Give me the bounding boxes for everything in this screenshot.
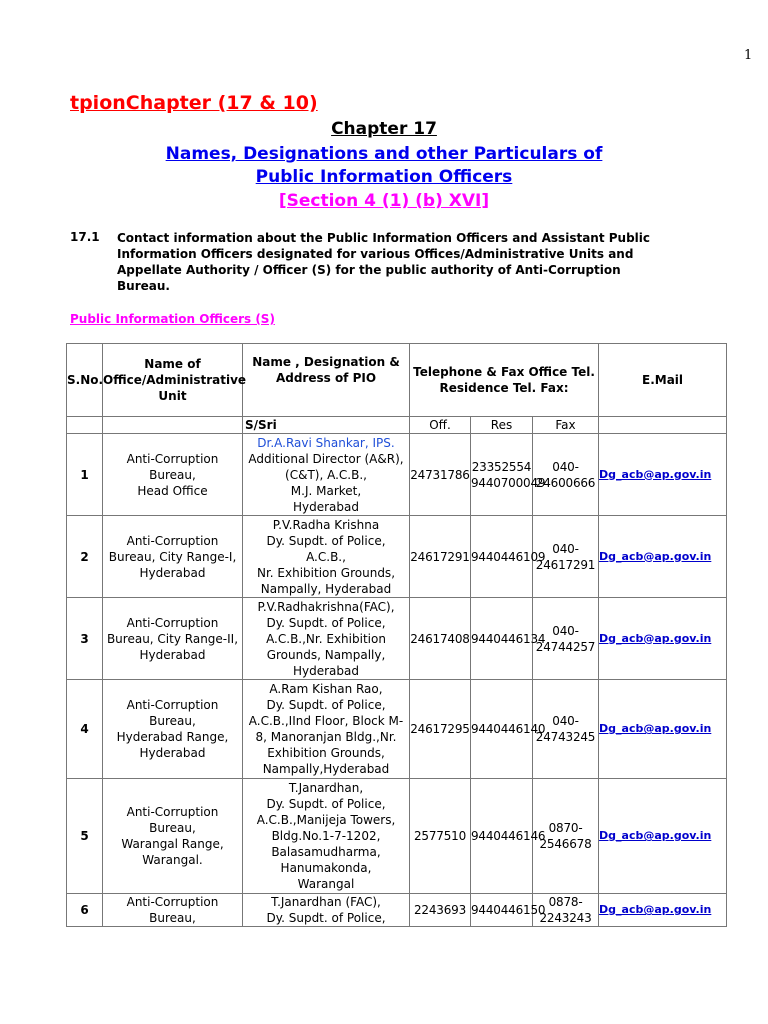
email-link[interactable]: Dg_acb@ap.gov.in: [599, 722, 712, 735]
cell-line: A.C.B.,Nr. Exhibition: [266, 631, 386, 646]
row-fax: [533, 598, 599, 680]
cell-line: Hyderabad: [139, 565, 206, 580]
row-email-cell: [599, 598, 727, 680]
row-fax: [533, 434, 599, 516]
cell-line: Hyderabad: [139, 647, 206, 662]
subheader-blank: [103, 417, 243, 434]
row-email-cell: [599, 680, 727, 779]
subheader-off: Off.: [410, 417, 471, 434]
paragraph-text: Contact information about the Public Information Officers and Assistant Public Information Officers designated for various Offices/Administrative Units and Appellate Authority / Officer (S) for the public authority of Anti-Corruption Bureau.: [117, 231, 651, 293]
cell-line: Dy. Supdt. of Police,: [266, 615, 386, 630]
cell-line: 040-: [552, 623, 579, 638]
cell-line: Bureau,: [149, 911, 196, 925]
subheader-blank: [67, 417, 103, 434]
cell-line: M.J. Market,: [290, 483, 362, 498]
row-pio: [243, 434, 410, 516]
cell-line: Dy. Supdt. of Police,: [266, 797, 386, 811]
cell-line: 24617291: [535, 557, 596, 572]
email-link[interactable]: Dg_acb@ap.gov.in: [599, 549, 712, 563]
cell-line: Warangal.: [142, 853, 203, 867]
subheader-fax: Fax: [533, 417, 599, 434]
cell-line: Head Office: [137, 483, 208, 498]
cell-line: Anti-Corruption: [126, 698, 219, 712]
row-office-phone: 24617295: [410, 680, 471, 779]
cell-line: 0878-: [548, 895, 583, 909]
cell-line: 9440446134: [471, 631, 546, 646]
email-link[interactable]: Dg_acb@ap.gov.in: [599, 631, 712, 645]
pio-section-label[interactable]: Public Information Officers (S): [70, 312, 275, 326]
cell-line: Anti-Corruption: [126, 615, 219, 630]
row-email-cell: [599, 434, 727, 516]
cell-line: Bureau,: [149, 467, 196, 482]
cell-line: Hyderabad: [293, 663, 359, 678]
row-office-phone: 2243693: [410, 894, 471, 927]
header-pio: Name , Designation & Address of PIO: [243, 344, 410, 417]
row-email-cell: [599, 779, 727, 894]
cell-line: Balasamudharma,: [271, 845, 381, 859]
cell-line: A.Ram Kishan Rao,: [269, 682, 383, 696]
cell-line: 8, Manoranjan Bldg.,Nr.: [255, 730, 397, 744]
header-sno: S.No.: [67, 344, 103, 417]
row-sno: 4: [67, 680, 103, 779]
row-sno: 6: [67, 894, 103, 927]
cell-line: A.C.B.,Manijeja Towers,: [256, 813, 396, 827]
row-fax: [533, 516, 599, 598]
cell-line: Bureau,: [149, 821, 196, 835]
cell-line: Hyderabad: [293, 499, 359, 514]
heading-line-2[interactable]: Public Information Officers: [255, 167, 513, 187]
cell-line: A.C.B.,IInd Floor, Block M-: [248, 714, 404, 728]
cell-line: (C&T), A.C.B.,: [285, 467, 367, 482]
email-link[interactable]: Dg_acb@ap.gov.in: [599, 829, 712, 842]
row-fax: [533, 894, 599, 927]
row-office-phone: 24617408: [410, 598, 471, 680]
cell-line: 9440446140: [471, 722, 546, 736]
row-residence-phone: [471, 434, 546, 516]
subheader-ssri: S/Sri: [243, 417, 410, 434]
cell-line: Nampally, Hyderabad: [260, 581, 392, 596]
cell-line: Grounds, Nampally,: [266, 647, 386, 662]
cell-line: Dy. Supdt. of Police,: [266, 911, 386, 925]
table-row: [67, 516, 727, 598]
cell-line: 23352554: [471, 459, 532, 474]
cell-line: Hanumakonda,: [280, 861, 372, 875]
header-office: Name of Office/Administrative Unit: [103, 344, 243, 417]
cell-line: 24600666: [535, 475, 596, 490]
cell-line: P.V.Radha Krishna: [272, 517, 380, 532]
cell-line: Anti-Corruption: [126, 533, 219, 548]
cell-line: 24744257: [535, 639, 596, 654]
table-row: [67, 779, 727, 894]
cell-line: T.Janardhan (FAC),: [271, 895, 381, 909]
row-office-phone: 2577510: [410, 779, 471, 894]
cell-line: Additional Director (A&R),: [248, 451, 404, 466]
table-row: [67, 434, 727, 516]
cell-line: 040-: [552, 714, 579, 728]
cell-line: Warangal: [297, 877, 355, 891]
cell-line: Hyderabad Range,: [116, 730, 229, 744]
table-row: [67, 598, 727, 680]
cell-line: A.C.B.,: [306, 549, 346, 564]
cell-line: Nampally,Hyderabad: [262, 762, 390, 776]
cell-line: Anti-Corruption: [126, 895, 219, 909]
cell-line: 9440446109: [471, 549, 546, 564]
row-office: [103, 434, 243, 516]
cell-line: Anti-Corruption: [126, 451, 219, 466]
cell-line: 2546678: [539, 837, 592, 851]
page-number: 1: [744, 48, 753, 63]
cell-line: Bureau, City Range-I,: [108, 549, 237, 564]
subheader-blank: [599, 417, 727, 434]
cell-line: Exhibition Grounds,: [267, 746, 385, 760]
table-row: [67, 894, 727, 927]
row-residence-phone: [471, 894, 546, 927]
row-pio: [243, 680, 410, 779]
row-residence-phone: [471, 598, 546, 680]
row-sno: 2: [67, 516, 103, 598]
row-sno: 5: [67, 779, 103, 894]
row-office-phone: 24731786: [410, 434, 471, 516]
cell-line: Dy. Supdt. of Police,: [266, 533, 386, 548]
cell-line: 24743245: [535, 730, 596, 744]
row-residence-phone: [471, 779, 546, 894]
row-office: [103, 598, 243, 680]
cell-line: P.V.Radhakrishna(FAC),: [257, 599, 395, 614]
header-phone: Telephone & Fax Office Tel. Residence Tel. Fax:: [410, 344, 599, 417]
cell-line: Bureau,: [149, 714, 196, 728]
cell-line: T.Janardhan,: [288, 781, 364, 795]
cell-line: Anti-Corruption: [126, 805, 219, 819]
row-office: [103, 779, 243, 894]
row-email-cell: [599, 894, 727, 927]
pio-table: [66, 343, 727, 927]
row-office: [103, 680, 243, 779]
row-pio: [243, 894, 410, 927]
row-pio: [243, 779, 410, 894]
header-email: E.Mail: [599, 344, 727, 417]
cell-line: 040-: [552, 541, 579, 556]
row-fax: [533, 680, 599, 779]
cell-line: Nr. Exhibition Grounds,: [256, 565, 396, 580]
cell-line: 9440446150: [471, 903, 546, 917]
row-pio: [243, 516, 410, 598]
table-row: [67, 680, 727, 779]
row-sno: 3: [67, 598, 103, 680]
section-reference[interactable]: [Section 4 (1) (b) XVI]: [278, 191, 490, 211]
cell-line: Bureau, City Range-II,: [106, 631, 239, 646]
toc-title-link[interactable]: tpionChapter (17 & 10): [70, 92, 318, 114]
cell-line: 9440446146: [471, 829, 546, 843]
row-sno: 1: [67, 434, 103, 516]
email-link[interactable]: Dg_acb@ap.gov.in: [599, 903, 712, 916]
paragraph-number: 17.1: [70, 230, 100, 244]
cell-line: 040-: [552, 459, 579, 474]
row-fax: [533, 779, 599, 894]
cell-line: 0870-: [548, 821, 583, 835]
cell-line: Bldg.No.1-7-1202,: [271, 829, 381, 843]
subheader-res: Res: [471, 417, 533, 434]
row-residence-phone: [471, 516, 546, 598]
cell-line: 2243243: [539, 911, 592, 925]
cell-line: Warangal Range,: [121, 837, 224, 851]
cell-line: Hyderabad: [139, 746, 206, 760]
row-office-phone: 24617291: [410, 516, 471, 598]
cell-line: Dy. Supdt. of Police,: [266, 698, 386, 712]
cell-line: 9440700049: [471, 475, 546, 490]
row-office: [103, 894, 243, 927]
pio-name: Dr.A.Ravi Shankar, IPS.: [257, 435, 395, 450]
row-office: [103, 516, 243, 598]
row-pio: [243, 598, 410, 680]
row-email-cell: [599, 516, 727, 598]
email-link[interactable]: Dg_acb@ap.gov.in: [599, 467, 712, 481]
heading-line-1[interactable]: Names, Designations and other Particulars of: [165, 144, 603, 164]
chapter-title: Chapter 17: [331, 119, 437, 139]
row-residence-phone: [471, 680, 546, 779]
